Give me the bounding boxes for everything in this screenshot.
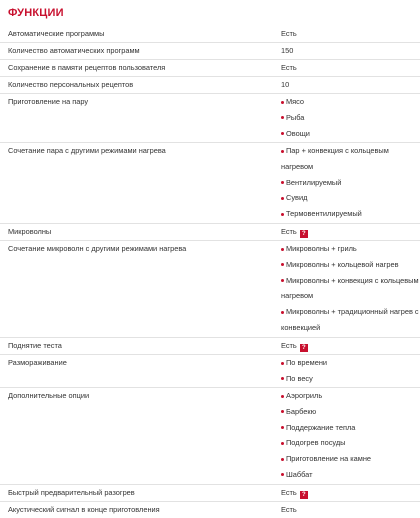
feature-label: Размораживание <box>8 358 67 367</box>
feature-value <box>281 485 413 501</box>
feature-row <box>0 484 420 501</box>
feature-value-list <box>281 355 413 387</box>
section-title: ФУНКЦИИ <box>8 7 64 19</box>
feature-label: Приготовление на пару <box>8 97 89 106</box>
list-item-continuation: нагревом <box>281 161 314 171</box>
bullet-dot <box>281 101 284 104</box>
list-item-text: Микроволны + гриль <box>286 244 357 253</box>
feature-row <box>0 26 420 42</box>
feature-value <box>281 60 413 76</box>
bullet-dot <box>281 150 284 153</box>
feature-row <box>0 354 420 387</box>
list-item-text: Микроволны + кольцевой нагрев <box>286 259 399 269</box>
list-item-text: Подогрев посуды <box>286 438 346 448</box>
feature-row <box>0 223 420 240</box>
list-item-text: Вентилируемый <box>286 177 342 187</box>
feature-value-list <box>281 94 413 141</box>
feature-label: Акустический сигнал в конце приготовления <box>8 505 160 514</box>
bullet-dot <box>281 279 284 282</box>
feature-value <box>281 26 413 42</box>
bullet-dot <box>281 263 284 266</box>
feature-value <box>281 338 413 354</box>
feature-row <box>0 337 420 354</box>
question-icon[interactable]: ? <box>300 230 308 238</box>
list-item-text: Пар + конвекция с кольцевым <box>286 146 389 155</box>
feature-label: Быстрый предварительный разогрев <box>8 488 135 497</box>
list-item-text: Шаббат <box>286 469 313 479</box>
feature-label: Автоматические программы <box>8 29 105 38</box>
feature-row <box>0 501 420 518</box>
list-item <box>281 126 413 142</box>
feature-row <box>0 42 420 59</box>
list-item <box>281 388 413 404</box>
list-item-text: Рыба <box>286 112 305 122</box>
list-item-text: Аэрогриль <box>286 391 323 400</box>
list-item-text: Приготовление на камне <box>286 454 372 464</box>
feature-row <box>0 387 420 484</box>
list-item-text: Барбекю <box>286 406 317 416</box>
bullet-dot <box>281 458 284 461</box>
feature-row <box>0 76 420 93</box>
bullet-dot <box>281 181 284 184</box>
bullet-dot <box>281 362 284 365</box>
question-icon[interactable]: ? <box>300 491 308 499</box>
feature-value <box>281 502 413 518</box>
list-item-text: Овощи <box>286 128 310 138</box>
feature-value-list <box>281 241 419 336</box>
list-item <box>281 371 413 387</box>
feature-value-list <box>281 388 413 483</box>
list-item-text: Поддержание тепла <box>286 422 356 432</box>
feature-value-text: Есть <box>281 29 297 38</box>
list-item <box>281 206 413 222</box>
feature-value-text: Есть <box>281 227 297 236</box>
list-item <box>281 94 413 110</box>
feature-label: Сочетание микроволн с другими режимами нагрева <box>8 244 187 253</box>
feature-row <box>0 59 420 76</box>
list-item <box>281 241 413 257</box>
feature-value <box>281 224 413 240</box>
list-item <box>281 273 419 289</box>
feature-row <box>0 142 420 223</box>
bullet-dot <box>281 132 284 135</box>
feature-value-text: 10 <box>281 80 290 89</box>
list-item <box>281 404 413 420</box>
list-item <box>281 420 413 436</box>
list-item-text: Микроволны + традиционный нагрев с <box>286 307 419 317</box>
list-item-continuation: конвекцией <box>281 322 321 332</box>
feature-label: Сочетание пара с другими режимами нагрева <box>8 146 166 155</box>
list-item <box>281 467 413 483</box>
feature-value-text: Есть <box>281 505 297 514</box>
feature-label: Количество автоматических программ <box>8 46 140 55</box>
feature-value-text: Есть <box>281 341 297 350</box>
list-item <box>281 355 413 371</box>
question-icon[interactable]: ? <box>300 344 308 352</box>
list-item <box>281 304 419 320</box>
list-item <box>281 190 413 206</box>
bullet-dot <box>281 410 284 413</box>
feature-label: Поднятие теста <box>8 341 62 350</box>
list-item-continuation: нагревом <box>281 291 314 301</box>
list-item-text: По весу <box>286 373 313 383</box>
list-item-text: Мясо <box>286 97 305 106</box>
feature-label: Дополнительные опции <box>8 391 90 400</box>
feature-label: Сохранение в памяти рецептов пользователя <box>8 63 166 72</box>
bullet-dot <box>281 442 284 445</box>
list-item <box>281 143 413 159</box>
feature-row <box>0 93 420 142</box>
feature-row <box>0 240 420 337</box>
features-table <box>0 26 420 518</box>
list-item <box>281 451 413 467</box>
list-item-text: Сувид <box>286 193 308 203</box>
feature-value-text: Есть <box>281 488 297 497</box>
bullet-dot <box>281 248 284 251</box>
list-item-text: По времени <box>286 358 328 367</box>
bullet-dot <box>281 377 284 380</box>
feature-value <box>281 43 413 59</box>
list-item <box>281 435 413 451</box>
list-item-text: Термовентилируемый <box>286 209 362 219</box>
list-item <box>281 175 413 191</box>
bullet-dot <box>281 426 284 429</box>
feature-value-text: Есть <box>281 63 297 72</box>
list-item-text: Микроволны + конвекция с кольцевым <box>286 275 419 285</box>
feature-label: Микроволны <box>8 227 52 236</box>
bullet-dot <box>281 116 284 119</box>
bullet-dot <box>281 395 284 398</box>
feature-value-text: 150 <box>281 46 294 55</box>
bullet-dot <box>281 473 284 476</box>
feature-label: Количество персональных рецептов <box>8 80 134 89</box>
bullet-dot <box>281 213 284 216</box>
list-item <box>281 110 413 126</box>
list-item <box>281 257 413 273</box>
feature-value-list <box>281 143 413 222</box>
feature-value <box>281 77 413 93</box>
bullet-dot <box>281 311 284 314</box>
bullet-dot <box>281 197 284 200</box>
